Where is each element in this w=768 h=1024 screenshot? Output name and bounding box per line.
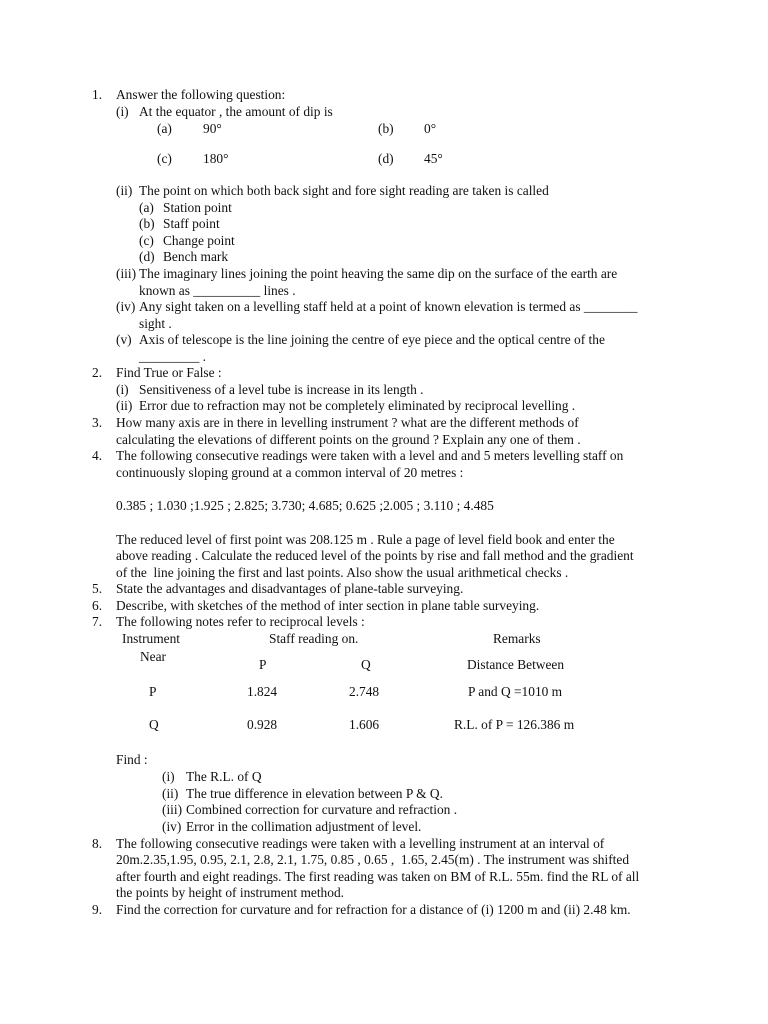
q7-part-i-text: The R.L. of Q bbox=[186, 769, 262, 784]
table-row-2-q: 1.606 bbox=[349, 717, 380, 732]
q5-text: State the advantages and disadvantages of plane-table surveying. bbox=[116, 581, 464, 596]
table-row-1-q: 2.748 bbox=[349, 684, 380, 699]
q1-ii-option-c-value: Change point bbox=[163, 233, 235, 248]
q1-iv-label: (iv) bbox=[116, 299, 136, 314]
q8-line2: 20m.2.35,1.95, 0.95, 2.1, 2.8, 2.1, 1.75, 0.85 , 0.65 , 1.65, 2.45(m) . The instrument was shifted bbox=[116, 852, 630, 867]
q3-line1: How many axis are in there in levelling instrument ? what are the different methods of bbox=[116, 415, 579, 430]
q1-i-option-c-value: 180° bbox=[203, 151, 229, 166]
q1-number: 1. bbox=[92, 87, 103, 102]
q1-ii-text: The point on which both back sight and fore sight reading are taken is called bbox=[139, 183, 549, 198]
q1-ii-option-d-value: Bench mark bbox=[163, 249, 229, 264]
q6-text: Describe, with sketches of the method of inter section in plane table surveying. bbox=[116, 598, 540, 613]
q4-line3: The reduced level of first point was 208.125 m . Rule a page of level field book and enter the bbox=[116, 532, 615, 547]
q1-i-label: (i) bbox=[116, 104, 129, 119]
q1-ii-option-c-label: (c) bbox=[139, 233, 154, 248]
q9-text: Find the correction for curvature and for refraction for a distance of (i) 1200 m and (ii) 2.48 km. bbox=[116, 902, 631, 917]
q4-readings: 0.385 ; 1.030 ;1.925 ; 2.825; 3.730; 4.685; 0.625 ;2.005 ; 3.110 ; 4.485 bbox=[116, 498, 494, 513]
q3-number: 3. bbox=[92, 415, 103, 430]
q7-number: 7. bbox=[92, 614, 103, 629]
table-row-2-remark: R.L. of P = 126.386 m bbox=[454, 717, 575, 732]
q6-number: 6. bbox=[92, 598, 103, 613]
q1-ii-option-a-label: (a) bbox=[139, 200, 154, 215]
table-header-distance: Distance Between bbox=[467, 657, 565, 672]
table-row-1-near: P bbox=[149, 684, 157, 699]
table-header-remarks: Remarks bbox=[493, 631, 541, 646]
q1-i-option-d-value: 45° bbox=[424, 151, 443, 166]
table-row-1-remark: P and Q =1010 m bbox=[468, 684, 563, 699]
table-header-staff-reading: Staff reading on. bbox=[269, 631, 359, 646]
q8-line3: after fourth and eight readings. The first reading was taken on BM of R.L. 55m. find the RL of all bbox=[116, 869, 640, 884]
q1-i-option-b-value: 0° bbox=[424, 121, 437, 136]
table-header-near: Near bbox=[140, 649, 167, 664]
q7-part-iv-label: (iv) bbox=[162, 819, 182, 834]
q1-v-line1: Axis of telescope is the line joining the centre of eye piece and the optical centre of the bbox=[139, 332, 605, 347]
q7-text: The following notes refer to reciprocal levels : bbox=[116, 614, 365, 629]
q2-i-text: Sensitiveness of a level tube is increase in its length . bbox=[139, 382, 424, 397]
q1-ii-option-d-label: (d) bbox=[139, 249, 155, 264]
q3-line2: calculating the elevations of different points on the ground ? Explain any one of them . bbox=[116, 432, 581, 447]
table-row-1-p: 1.824 bbox=[247, 684, 278, 699]
table-header-instrument: Instrument bbox=[122, 631, 181, 646]
q2-i-label: (i) bbox=[116, 382, 129, 397]
q9-number: 9. bbox=[92, 902, 103, 917]
q1-ii-option-a-value: Station point bbox=[163, 200, 232, 215]
q1-i-option-a-value: 90° bbox=[203, 121, 222, 136]
q7-part-i-label: (i) bbox=[162, 769, 175, 784]
q1-v-label: (v) bbox=[116, 332, 132, 347]
q7-part-iii-label: (iii) bbox=[162, 802, 183, 817]
q4-line2: continuously sloping ground at a common interval of 20 metres : bbox=[116, 465, 464, 480]
q1-v-line2: _________ . bbox=[139, 349, 206, 364]
q1-iii-label: (iii) bbox=[116, 266, 137, 281]
q8-line1: The following consecutive readings were taken with a levelling instrument at an interval of bbox=[116, 836, 605, 851]
q1-iv-line2: sight . bbox=[139, 316, 172, 331]
q1-ii-option-b-value: Staff point bbox=[163, 216, 220, 231]
q8-line4: the points by height of instrument method. bbox=[116, 885, 344, 900]
q7-part-iv-text: Error in the collimation adjustment of level. bbox=[186, 819, 422, 834]
q1-i-option-b-label: (b) bbox=[378, 121, 394, 136]
q2-ii-label: (ii) bbox=[116, 398, 133, 413]
q2-ii-text: Error due to refraction may not be completely eliminated by reciprocal levelling . bbox=[139, 398, 576, 413]
q2-text: Find True or False : bbox=[116, 365, 222, 380]
q1-text: Answer the following question: bbox=[116, 87, 286, 102]
q1-iii-line2: known as __________ lines . bbox=[139, 283, 296, 298]
q2-number: 2. bbox=[92, 365, 103, 380]
table-row-2-near: Q bbox=[149, 717, 159, 732]
table-header-q: Q bbox=[361, 657, 371, 672]
q1-ii-label: (ii) bbox=[116, 183, 133, 198]
q1-i-text: At the equator , the amount of dip is bbox=[139, 104, 333, 119]
q1-iv-line1: Any sight taken on a levelling staff held at a point of known elevation is termed as ________ bbox=[139, 299, 638, 314]
q7-part-ii-text: The true difference in elevation between P & Q. bbox=[186, 786, 443, 801]
table-header-p: P bbox=[259, 657, 267, 672]
q1-i-option-c-label: (c) bbox=[157, 151, 172, 166]
q8-number: 8. bbox=[92, 836, 103, 851]
q1-i-option-a-label: (a) bbox=[157, 121, 172, 136]
q1-i-option-d-label: (d) bbox=[378, 151, 394, 166]
q4-line1: The following consecutive readings were taken with a level and and 5 meters levelling staff on bbox=[116, 448, 624, 463]
q7-part-ii-label: (ii) bbox=[162, 786, 179, 801]
q7-part-iii-text: Combined correction for curvature and refraction . bbox=[186, 802, 458, 817]
q1-ii-option-b-label: (b) bbox=[139, 216, 155, 231]
q7-find: Find : bbox=[116, 752, 148, 767]
q4-number: 4. bbox=[92, 448, 103, 463]
q1-iii-line1: The imaginary lines joining the point heaving the same dip on the surface of the earth are bbox=[139, 266, 618, 281]
table-row-2-p: 0.928 bbox=[247, 717, 278, 732]
q5-number: 5. bbox=[92, 581, 103, 596]
q4-line5: of the line joining the first and last points. Also show the usual arithmetical checks . bbox=[116, 565, 569, 580]
q4-line4: above reading . Calculate the reduced level of the points by rise and fall method and the gradient bbox=[116, 548, 634, 563]
